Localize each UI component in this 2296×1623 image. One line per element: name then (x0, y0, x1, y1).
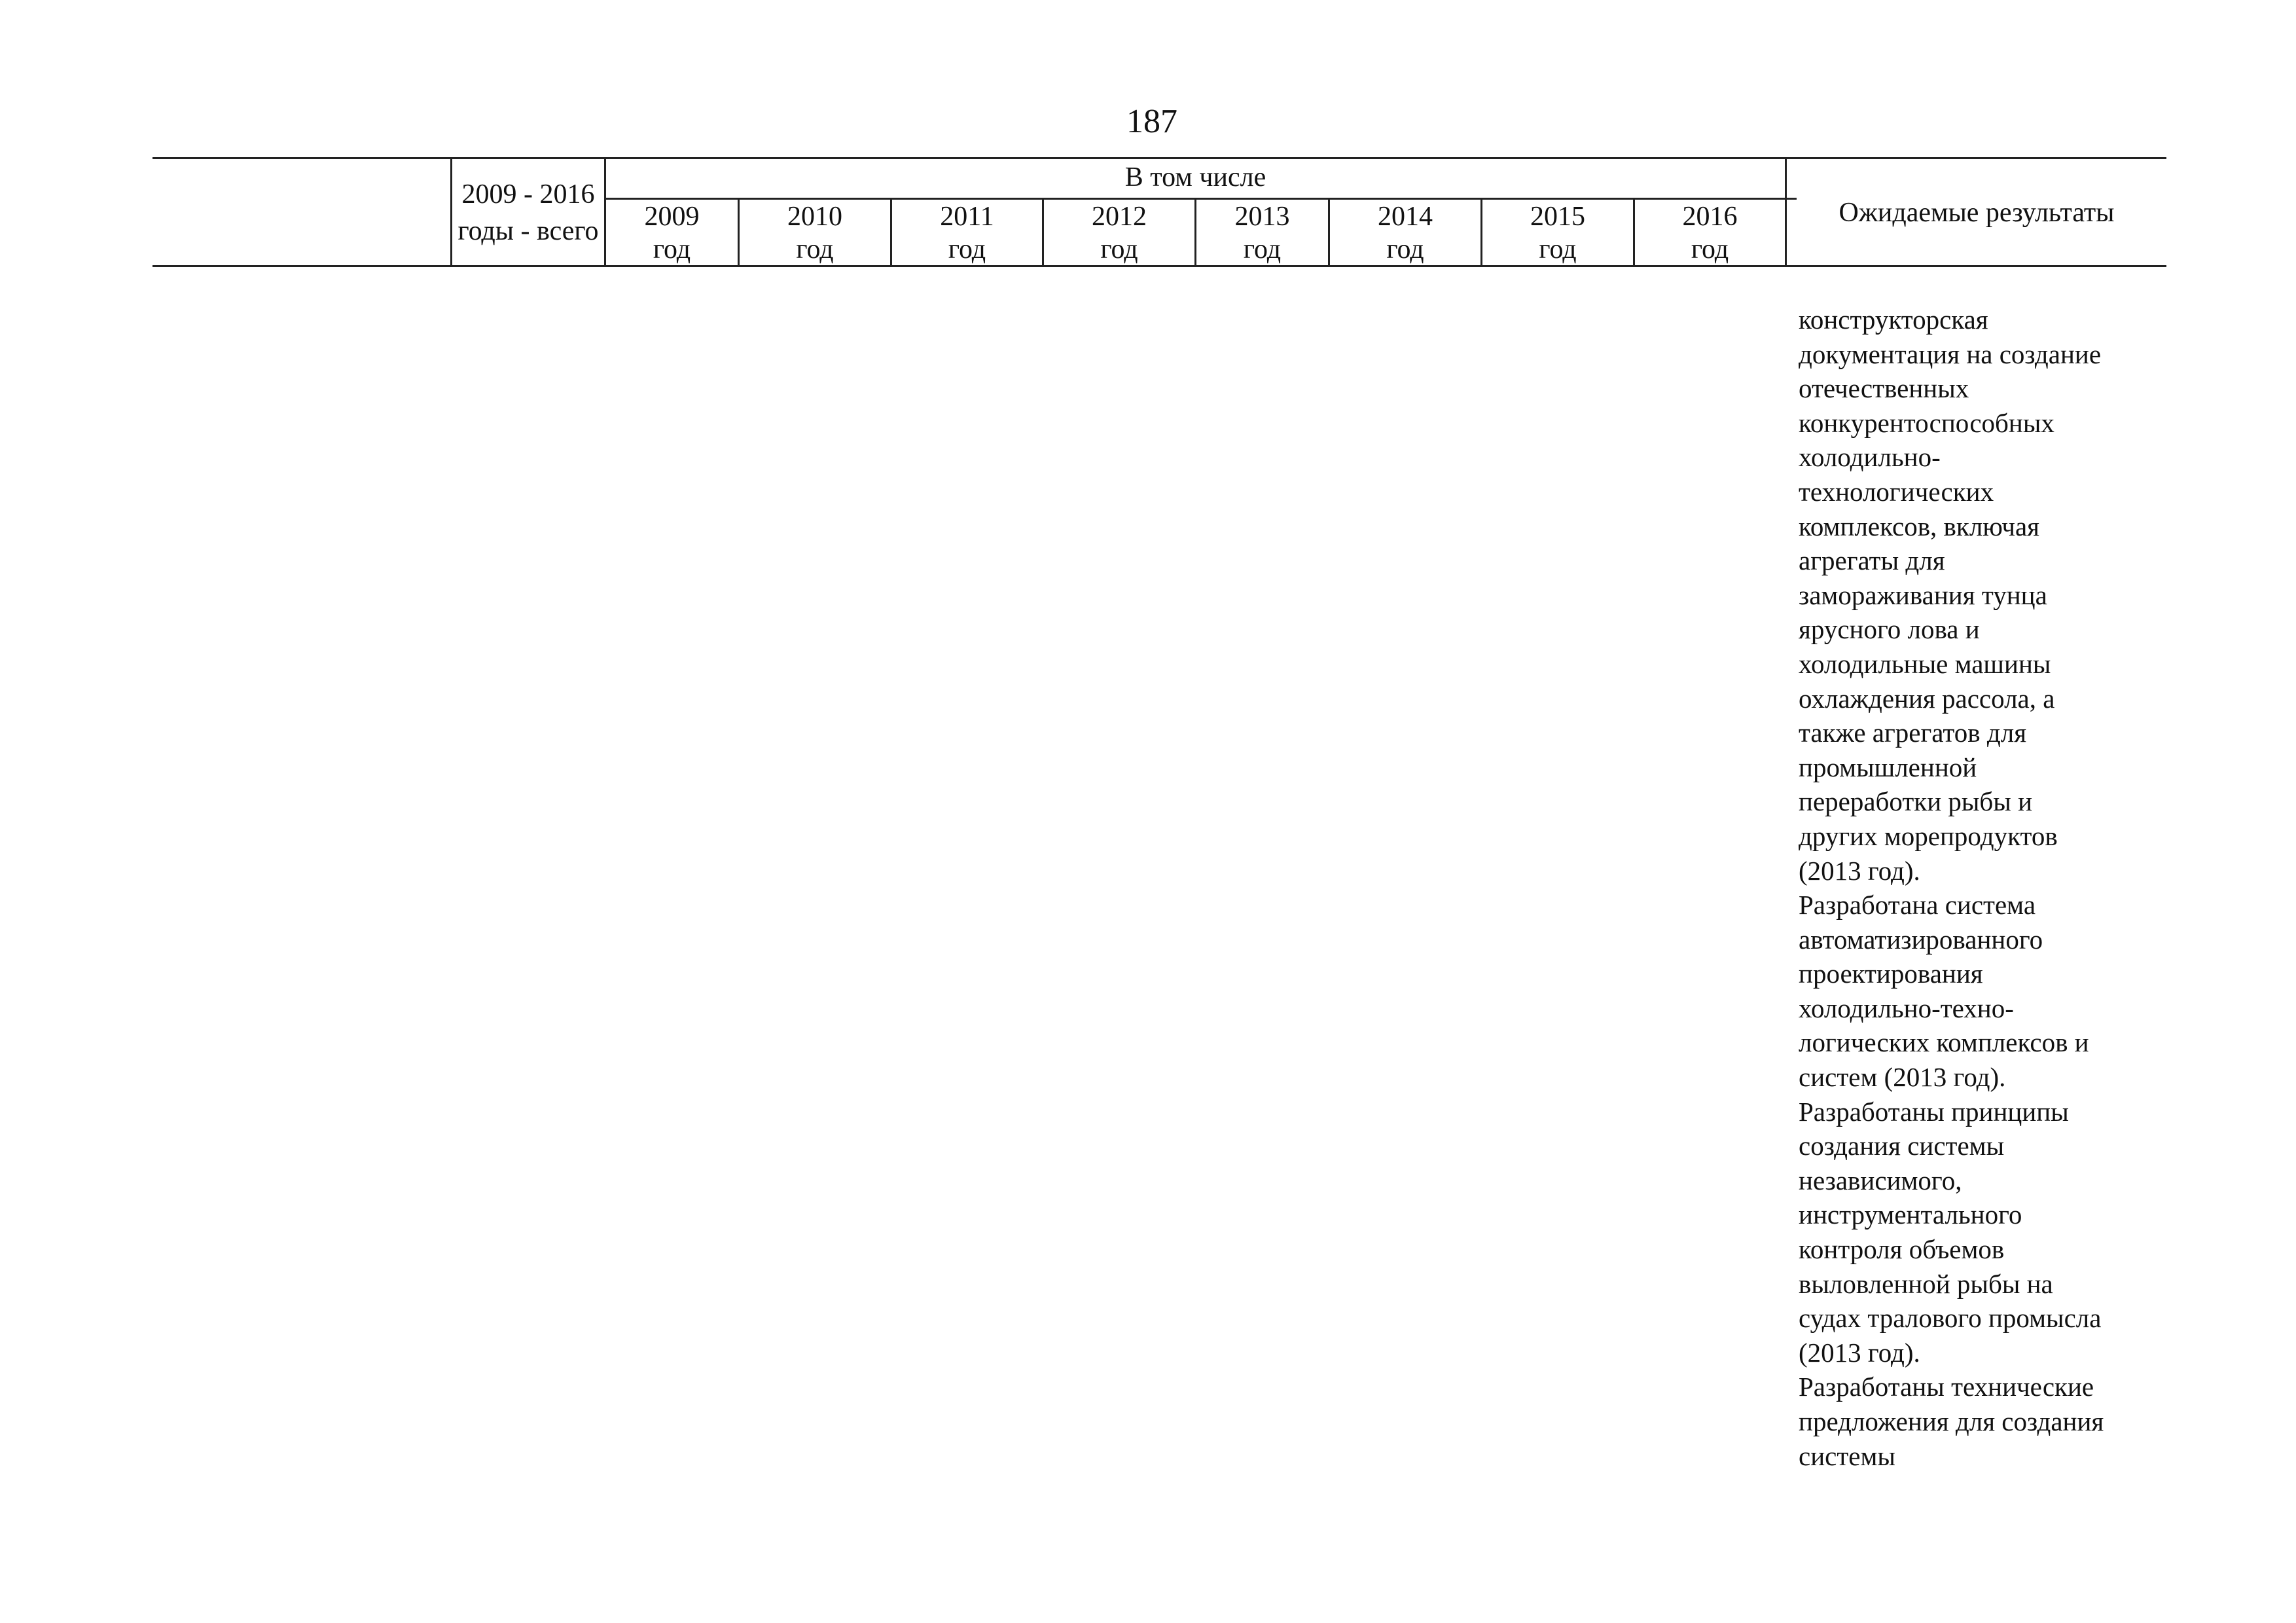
results-line: охлаждения рассола, а (1799, 683, 2055, 714)
results-line: автоматизированного (1799, 924, 2043, 955)
results-line: судах тралового промысла (1799, 1303, 2102, 1334)
year-header-2009: 2009 (644, 202, 700, 232)
subheader-border (604, 198, 1797, 200)
results-line: холодильно-техно- (1799, 993, 2014, 1023)
results-line: конструкторская (1799, 304, 1988, 335)
year-header-2012: 2012 (1092, 202, 1147, 232)
results-line: холодильные машины (1799, 648, 2051, 679)
results-line: замораживания тунца (1799, 579, 2047, 610)
results-line: предложения для создания (1799, 1406, 2104, 1436)
results-line: отечественных (1799, 373, 1969, 404)
year-header-2015: 2015 (1530, 202, 1585, 232)
including-header: В том числе (1124, 162, 1266, 192)
year-unit-2014: год (1386, 234, 1424, 264)
results-line: технологических (1799, 476, 1994, 507)
year-unit-2010: год (796, 234, 834, 264)
year-unit-2011: год (948, 234, 986, 264)
results-line: логических комплексов и (1799, 1027, 2089, 1058)
results-line: промышленной (1799, 752, 1977, 782)
table-header (152, 157, 2166, 267)
results-line: других морепродуктов (1799, 820, 2058, 851)
column-divider-total-left (450, 157, 452, 267)
year-header-2010: 2010 (787, 202, 842, 232)
results-line: (2013 год). (1799, 855, 1920, 886)
year-unit-2016: год (1691, 234, 1729, 264)
expected-results-text (1799, 302, 2165, 1473)
total-column-header-line2: годы - всего (457, 216, 599, 246)
results-line: проектирования (1799, 958, 1983, 989)
total-column-header-line1: 2009 - 2016 (461, 179, 595, 210)
results-line: независимого, (1799, 1165, 1962, 1195)
results-line: холодильно- (1799, 442, 1941, 473)
results-line: комплексов, включая (1799, 511, 2040, 541)
results-line: систем (2013 год). (1799, 1062, 2006, 1093)
year-unit-2012: год (1100, 234, 1138, 264)
year-header-2014: 2014 (1378, 202, 1433, 232)
page-number: 187 (1126, 103, 1177, 140)
year-header-2011: 2011 (940, 202, 994, 232)
results-line: Разработаны принципы (1799, 1096, 2069, 1127)
table-bottom-border (152, 265, 2166, 267)
results-line: Разработаны технические (1799, 1372, 2094, 1402)
results-line: создания системы (1799, 1131, 2005, 1161)
results-line: Разработана система (1799, 890, 2036, 921)
results-line: (2013 год). (1799, 1337, 1920, 1368)
results-line: агрегаты для (1799, 545, 1945, 576)
results-line: ярусного лова и (1799, 614, 1980, 645)
results-line: контроля объемов (1799, 1234, 2005, 1265)
results-column-header: Ожидаемые результаты (1839, 198, 2115, 228)
year-header-2016: 2016 (1682, 202, 1738, 232)
year-unit-2009: год (653, 234, 691, 264)
results-line: конкурентоспособных (1799, 407, 2054, 438)
results-line: документация на создание (1799, 338, 2102, 369)
table-top-border (152, 157, 2166, 159)
year-unit-2013: год (1243, 234, 1282, 264)
results-line: системы (1799, 1440, 1895, 1471)
results-line: выловленной рыбы на (1799, 1268, 2053, 1299)
results-line: переработки рыбы и (1799, 786, 2033, 817)
results-line: также агрегатов для (1799, 718, 2027, 748)
results-line: инструментального (1799, 1199, 2022, 1230)
year-unit-2015: год (1539, 234, 1577, 264)
year-header-2013: 2013 (1234, 202, 1290, 232)
